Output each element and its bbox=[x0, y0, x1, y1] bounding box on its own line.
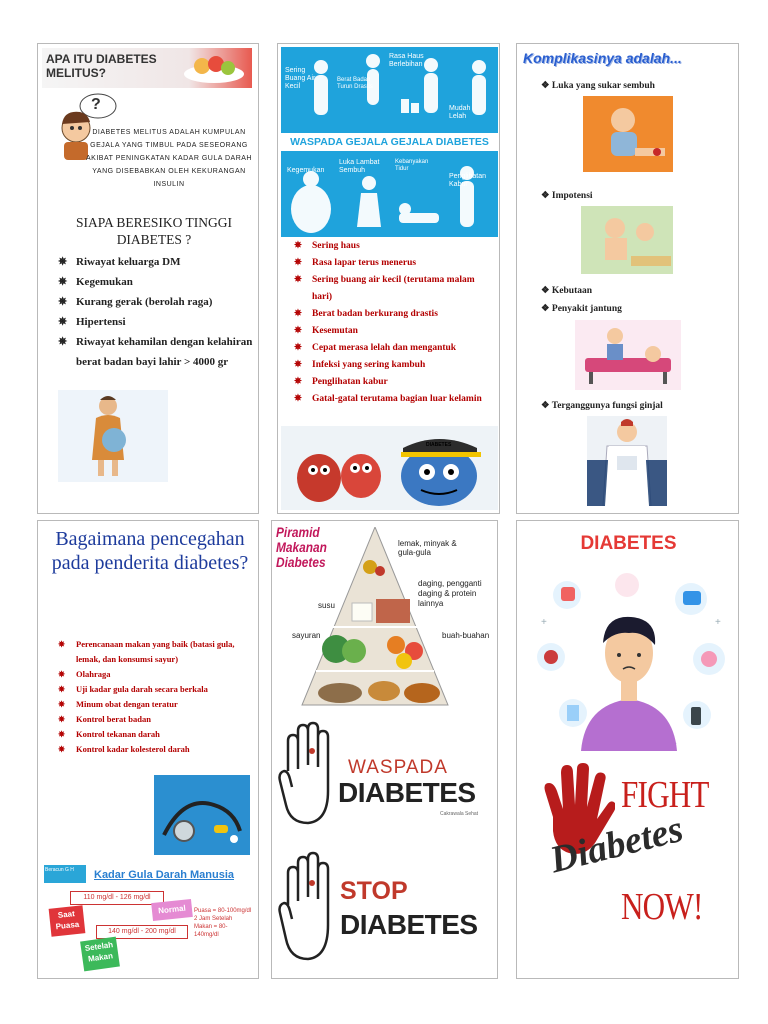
corner-label: Beracun G H bbox=[44, 865, 86, 883]
normal-badge: Normal bbox=[151, 899, 193, 921]
bullet-icon: ✵ bbox=[58, 684, 66, 694]
diabetes-definition: DIABETES MELITUS ADALAH KUMPULAN GEJALA YANG TIMBUL PADA SESEORANG AKIBAT PENINGKATAN KADAR GULA DARAH YANG DISEBABKAN OLEH KEKURANGAN INSULIN bbox=[86, 129, 252, 188]
symptom-item: ✵ Rasa lapar terus menerus bbox=[294, 255, 494, 272]
risk-item: ✵ Riwayat kehamilan dengan kelahiran berat badan bayi lahir > 4000 gr bbox=[58, 332, 254, 372]
fruit-bowl-illustration bbox=[182, 52, 246, 84]
bullet-icon: ❖ bbox=[541, 286, 550, 296]
symptom-item: ✵ Sering haus bbox=[294, 238, 494, 255]
bullet-icon: ✵ bbox=[58, 296, 68, 308]
saat-puasa-badge: Saat Puasa bbox=[49, 905, 86, 936]
symptom-banner: WASPADA GEJALA GEJALA DIABETES bbox=[281, 133, 498, 151]
pyramid-label-sayuran: sayuran bbox=[292, 631, 321, 640]
prevention-list bbox=[58, 637, 258, 757]
bullet-icon: ✵ bbox=[58, 669, 66, 679]
hand-icon bbox=[278, 721, 340, 829]
setelah-makan-badge: Setelah Makan bbox=[80, 937, 120, 972]
bullet-icon: ✵ bbox=[294, 309, 302, 319]
prevention-item: ✵ Kontrol tekanan darah bbox=[58, 727, 258, 742]
symptom-label-blurred: Penglihatan Kabur bbox=[449, 173, 486, 188]
complication-item-blindness: ❖ Kebutaan bbox=[541, 286, 593, 296]
diabetes-heading: DIABETES bbox=[580, 533, 677, 554]
prevention-item: ✵ Minum obat dengan teratur bbox=[58, 697, 258, 712]
waspada-diabetes-text: DIABETES bbox=[338, 777, 476, 808]
pyramid-title: Piramid Makanan Diabetes bbox=[276, 524, 327, 570]
cap-label: DIABETES bbox=[426, 442, 452, 448]
prevention-item: ✵ Kontrol kadar kolesterol darah bbox=[58, 742, 258, 757]
bullet-icon: ✵ bbox=[294, 394, 302, 404]
bullet-icon: ✵ bbox=[294, 275, 302, 285]
bullet-icon: ✵ bbox=[294, 326, 302, 336]
complication-item-kidney: ❖ Terganggunya fungsi ginjal bbox=[541, 401, 663, 411]
bullet-icon: ✵ bbox=[58, 714, 66, 724]
bullet-icon: ✵ bbox=[58, 336, 68, 348]
risk-item: ✵ Hipertensi bbox=[58, 312, 254, 332]
pyramid-label-protein: daging, pengganti daging & protein lainnya bbox=[418, 579, 482, 608]
pyramid-label-buah: buah-buahan bbox=[442, 631, 490, 640]
heart-disease-illustration bbox=[575, 320, 681, 390]
think-question-mark: ? bbox=[91, 96, 101, 113]
stop-diabetes-text: DIABETES bbox=[340, 909, 478, 940]
waspada-text: WASPADA bbox=[348, 757, 448, 778]
prevention-item: ✵ Olahraga bbox=[58, 667, 258, 682]
bullet-icon: ❖ bbox=[541, 304, 550, 314]
normal-values: Puasa = 80-100mg/dl 2 Jam Setelah Makan = 80-140mg/dl bbox=[194, 908, 252, 938]
symptom-item: ✵ Penglihatan kabur bbox=[294, 374, 494, 391]
diabetes-person-illustration bbox=[531, 565, 727, 751]
blood-sugar-title: Kadar Gula Darah Manusia bbox=[94, 869, 234, 881]
risk-list bbox=[58, 252, 254, 372]
complication-item-wound: ❖ Luka yang sukar sembuh bbox=[541, 81, 655, 91]
symptom-item: ✵ Infeksi yang sering kambuh bbox=[294, 357, 494, 374]
bullet-icon: ❖ bbox=[541, 191, 550, 201]
risk-item: ✵ Kegemukan bbox=[58, 272, 254, 292]
symptom-list bbox=[294, 238, 494, 408]
panel-fight-diabetes bbox=[516, 520, 739, 979]
prevention-item: ✵ Perencanaan makan yang baik (batasi gula, lemak, dan konsumsi sayur) bbox=[58, 639, 235, 664]
symptom-label-slow-healing: Luka Lambat Sembuh bbox=[339, 159, 380, 174]
bullet-icon: ❖ bbox=[541, 81, 550, 91]
symptom-label-sleep: Kebanyakan Tidur bbox=[395, 159, 429, 172]
stethoscope-illustration bbox=[154, 775, 250, 855]
panel1-title-banner bbox=[42, 48, 252, 88]
prevention-title: Bagaimana pencegahan pada penderita diabetes? bbox=[51, 528, 249, 574]
bullet-icon: ✵ bbox=[58, 316, 68, 328]
symptom-item: ✵ Cepat merasa lelah dan mengantuk bbox=[294, 340, 494, 357]
pyramid-label-susu: susu bbox=[318, 601, 335, 610]
bullet-icon: ✵ bbox=[294, 377, 302, 387]
symptom-item: ✵ Kesemutan bbox=[294, 323, 494, 340]
stop-hand-icon bbox=[278, 851, 340, 963]
wound-illustration bbox=[583, 96, 673, 172]
risk-item: ✵ Kurang gerak (berolah raga) bbox=[58, 292, 254, 312]
bullet-icon: ✵ bbox=[58, 729, 66, 739]
panel-food-pyramid bbox=[271, 520, 498, 979]
pregnant-woman-illustration bbox=[58, 390, 168, 482]
symptom-label-thirst: Rasa Haus Berlebihan bbox=[389, 53, 424, 68]
panel-complications bbox=[516, 43, 739, 514]
complications-title: Komplikasinya adalah... bbox=[523, 50, 682, 66]
risk-title: SIAPA BERESIKO TINGGI DIABETES ? bbox=[75, 215, 233, 247]
svg-text:+: + bbox=[541, 617, 547, 628]
panel-symptoms bbox=[277, 43, 500, 514]
svg-text:+: + bbox=[715, 617, 721, 628]
now-text: NOW! bbox=[621, 886, 703, 928]
risk-item: ✵ Riwayat keluarga DM bbox=[58, 252, 254, 272]
range-puasa: 110 mg/dl - 126 mg/dl bbox=[70, 891, 164, 905]
bullet-icon: ✵ bbox=[294, 258, 302, 268]
symptom-label-tired: Mudah Lelah bbox=[449, 105, 471, 120]
complication-item-impotence: ❖ Impotensi bbox=[541, 191, 593, 201]
prevention-item: ✵ Uji kadar gula darah secara berkala bbox=[58, 682, 258, 697]
bullet-icon: ✵ bbox=[58, 276, 68, 288]
bullet-icon: ✵ bbox=[58, 744, 66, 754]
symptom-item: ✵ Gatal-gatal terutama bagian luar kelamin bbox=[294, 391, 494, 408]
bullet-icon: ✵ bbox=[294, 241, 302, 251]
bullet-icon: ✵ bbox=[58, 639, 66, 649]
panel-prevention bbox=[37, 520, 259, 979]
impotence-illustration bbox=[581, 206, 673, 274]
doctor-illustration bbox=[587, 416, 667, 506]
symptom-label-obesity: Kegemukan bbox=[287, 167, 325, 174]
symptom-infographic bbox=[281, 47, 498, 237]
bullet-icon: ✵ bbox=[294, 360, 302, 370]
bullet-icon: ✵ bbox=[294, 343, 302, 353]
symptom-label-urinate: Sering Buang Air Kecil bbox=[285, 67, 316, 90]
panel1-title: APA ITU DIABETES MELITUS? bbox=[46, 52, 157, 80]
symptom-bottom-figures bbox=[281, 153, 498, 237]
complication-item-heart: ❖ Penyakit jantung bbox=[541, 304, 622, 314]
fight-text: FIGHT bbox=[621, 774, 709, 816]
symptom-item: ✵ Berat badan berkurang drastis bbox=[294, 306, 494, 323]
cartoon-characters-illustration bbox=[281, 426, 498, 510]
range-makan: 140 mg/dl - 200 mg/dl bbox=[96, 925, 188, 939]
symptom-label-weight-loss: Berat Badan Turun Drastis bbox=[337, 77, 373, 90]
prevention-item: ✵ Kontrol berat badan bbox=[58, 712, 258, 727]
stop-text: STOP bbox=[340, 877, 408, 905]
panel-what-is-diabetes bbox=[37, 43, 259, 514]
pyramid-label-fat: lemak, minyak & gula-gula bbox=[398, 539, 457, 557]
bullet-icon: ❖ bbox=[541, 401, 550, 411]
bullet-icon: ✵ bbox=[58, 256, 68, 268]
diabetes-script-text: Diabetes bbox=[545, 807, 688, 882]
symptom-item: ✵ Sering buang air kecil (terutama malam hari) bbox=[294, 272, 494, 306]
blood-sugar-infographic bbox=[44, 861, 254, 975]
bullet-icon: ✵ bbox=[58, 699, 66, 709]
waspada-credit: Cakrawala Sehat bbox=[440, 811, 479, 817]
